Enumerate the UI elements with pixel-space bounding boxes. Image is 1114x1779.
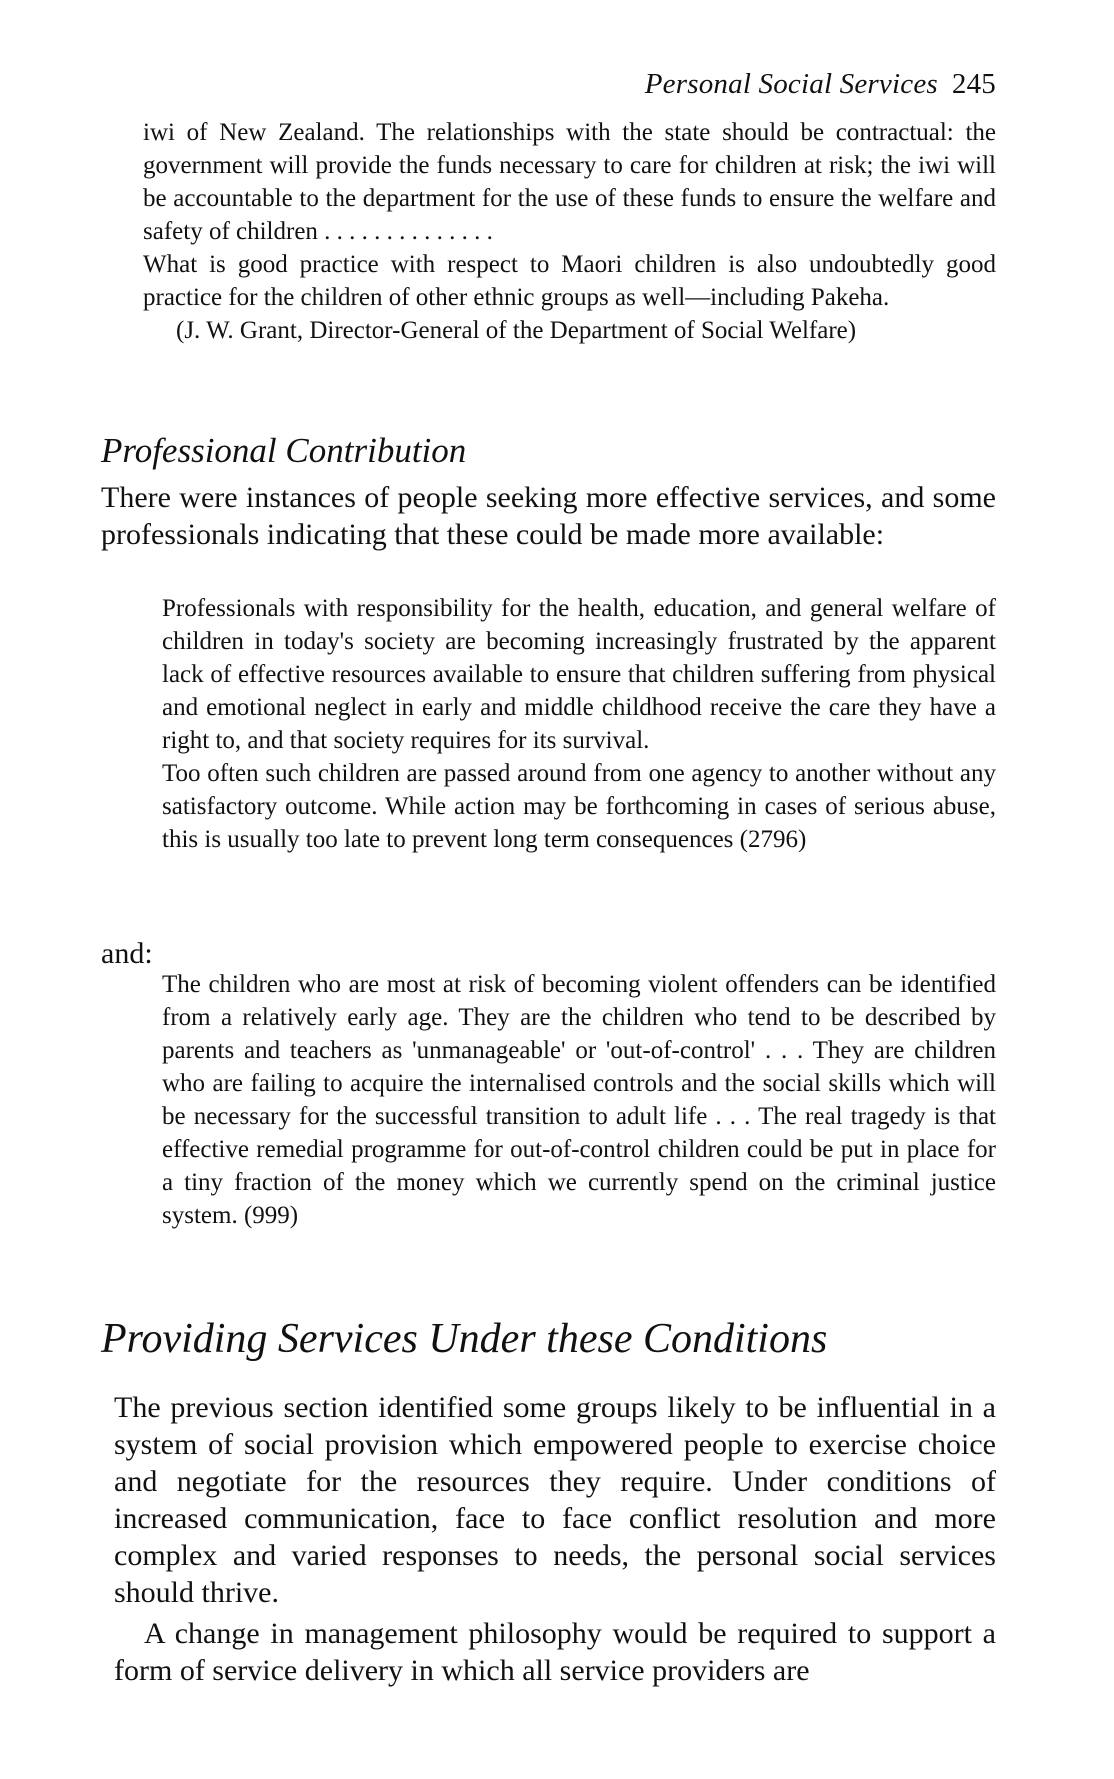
running-head bbox=[645, 68, 996, 101]
quote-1-attribution: (J. W. Grant, Director-General of the Department of Social Welfare) bbox=[176, 317, 857, 344]
section-2-paragraph-2: A change in management philosophy would be required to support a form of service delivery in which all service providers are bbox=[114, 1617, 996, 1687]
quote-1-paragraph-1: iwi of New Zealand. The relationships with the state should be contractual: the government will provide the funds necessary to care for children at risk; the iwi will be accountable to the department for the use of these funds to ensure the welfare and safety of children . . . . . . . . . . . . . . bbox=[143, 119, 996, 245]
section-1-intro: There were instances of people seeking more effective services, and some professionals indicating that these could be made more available: bbox=[101, 481, 996, 551]
section-2-body bbox=[0, 1389, 1114, 1689]
section-heading-providing-services: Providing Services Under these Conditions bbox=[101, 1316, 828, 1362]
quote-3-paragraph: The children who are most at risk of becoming violent offenders can be identified from a relatively early age. They are the children who tend to be described by parents and teachers as 'unmanageable' or 'out-of-control' . . . They are children who are failing to acquire the internalised controls and the social skills which will be necessary for the successful transition to adult life . . . The real tragedy is that effective remedial programme for out-of-control children could be put in place for a tiny fraction of the money which we currently spend on the criminal justice system. (999) bbox=[162, 971, 996, 1229]
quote-1-paragraph-2: What is good practice with respect to Maori children is also undoubtedly good practice for the children of other ethnic groups as well—including Pakeha. bbox=[143, 251, 996, 311]
section-heading-professional-contribution: Professional Contribution bbox=[101, 431, 467, 470]
quote-2-paragraph-1: Professionals with responsibility for the health, education, and general welfare of children in today's society are becoming increasingly frustrated by the apparent lack of effective resources available to ensure that children suffering from physical and emotional neglect in early and middle childhood receive the care they have a right to, and that society requires for its survival. bbox=[162, 595, 996, 754]
connector-text: and: bbox=[101, 937, 153, 970]
connector-block bbox=[0, 935, 1114, 972]
quote-block-3 bbox=[0, 968, 1114, 1232]
quote-2-paragraph-2: Too often such children are passed around from one agency to another without any satisfactory outcome. While action may be forthcoming in cases of serious abuse, this is usually too late to prevent long term consequences (2796) bbox=[162, 760, 996, 853]
running-head-title: Personal Social Services bbox=[644, 68, 938, 100]
quote-block-2 bbox=[0, 592, 1114, 856]
section-professional-contribution bbox=[0, 431, 1114, 471]
section-1-intro-block bbox=[0, 479, 1114, 553]
section-2-paragraph-1: The previous section identified some groups likely to be influential in a system of social provision which empowered people to exercise choice and negotiate for the resources they require. Under conditions of increased communication, face to face conflict resolution and more complex and varied responses to needs, the personal social services should thrive. bbox=[114, 1391, 996, 1609]
quote-block-1 bbox=[0, 116, 1114, 347]
page-number: 245 bbox=[951, 68, 996, 100]
section-providing-services bbox=[0, 1315, 1114, 1363]
